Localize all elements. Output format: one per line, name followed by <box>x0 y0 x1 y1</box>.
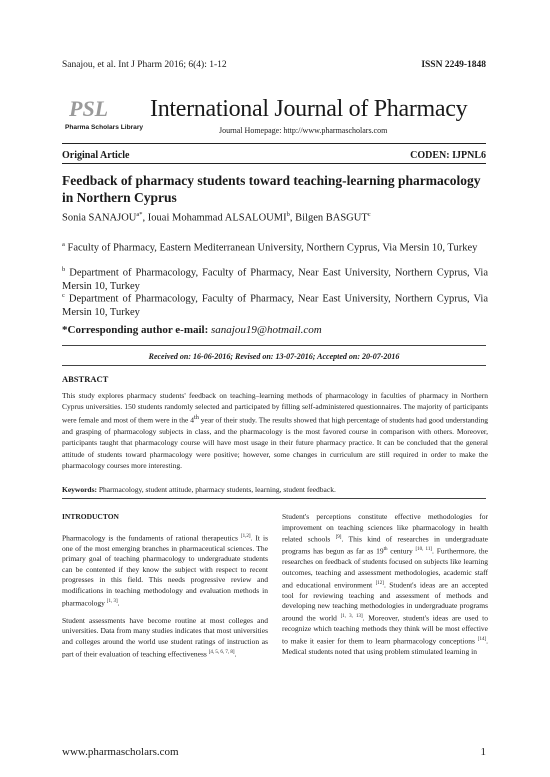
citation: Sanajou, et al. Int J Pharm 2016; 6(4): 1-12 <box>62 60 227 70</box>
affiliation-a <box>62 238 488 255</box>
divider <box>62 143 486 144</box>
svg-text:Pharma Scholars Library: Pharma Scholars Library <box>65 124 144 131</box>
body-paragraph: Student assessments have become routine at most colleges and universities. Data from many studies indicates that most universities and colleges around the world use student ratings of instruction as part of their evaluation of teaching effectiveness [4, 5, 6, 7, 8]. <box>62 615 268 659</box>
keywords-label: Keywords: <box>62 485 97 494</box>
publisher-logo <box>63 94 144 134</box>
divider <box>62 345 486 346</box>
divider <box>62 163 486 164</box>
affiliation-key: b <box>62 266 66 273</box>
journal-homepage: Journal Homepage: http://www.pharmascholars.com <box>219 126 388 135</box>
citation-ref: [10, 11] <box>415 547 433 553</box>
citation-ref: [1, 3, 13] <box>340 613 363 619</box>
affiliation-key: a <box>62 241 65 248</box>
divider <box>62 365 486 366</box>
article-code: CODEN: IJPNL6 <box>410 150 486 161</box>
affiliation-text: Faculty of Pharmacy, Eastern Mediterranean University, Northern Cyprus, Via Mersin 10, Turkey <box>67 242 478 254</box>
page-number: 1 <box>480 746 486 758</box>
footer-website[interactable]: www.pharmascholars.com <box>62 746 179 758</box>
affiliation-key: c <box>62 292 65 299</box>
keywords-text: Pharmacology, student attitude, pharmacy students, learning, student feedback. <box>98 485 336 494</box>
abstract-text: This study explores pharmacy students' feedback on teaching–learning methods of pharmacology in faculties of pharmacy in Northern Cyprus universities. 150 students randomly selected and participated by filling self-administered questionnaires. The majority of participants were female and most of them were in the 4th year of their study. The results showed that high percentage of students had good understanding and grasping of pharmacology subjects in class, and the pharmacology is the most favored course in comparison with others. Moreover, participants taught that pharmacology course will have most usage in their future pharmacy practice. It can be concluded that the general attitude of students toward pharmacology were positive; however, some changes in curriculum are still required in order to make the pharmacology courses more interesting. <box>62 391 489 470</box>
author-name: Bilgen BASGUT <box>295 212 368 224</box>
citation-ref: [1, 3] <box>106 598 118 604</box>
affiliation-c <box>62 289 488 319</box>
citation-ref: [14] <box>477 636 487 642</box>
keywords <box>62 485 336 494</box>
author-affiliation-mark: c <box>367 211 371 218</box>
corresponding-email[interactable]: sanajou19@hotmail.com <box>211 324 322 336</box>
article-type: Original Article <box>62 150 130 161</box>
citation-ref: [1,2] <box>240 533 251 539</box>
running-header <box>62 60 486 70</box>
body-paragraph: Student's perceptions constitute effective methodologies for improvement on teaching sciences like pharmacology in health related schools [9]. This kind of researches in undergraduate programs has begun as far as 19th century [10, 11]. Furthermore, the researches on feedback of students focused on subjects like learning outcomes, teaching and assessment methodologies, academic staff and educational environment [12]. Student's ideas are an accepted tool for reviewing teaching and assessment of methods and developing new teaching methodologies in undergraduate programs around the world [1, 3, 13]. Moreover, student's ideas are used to recognize which teaching methods they think will be most effective to make it easier for them to learn pharmacology conceptions [14]. Medical students noted that using problem stimulated learning in <box>282 512 489 656</box>
author-name: Iouai Mohammad ALSALOUMI <box>147 212 287 224</box>
divider <box>62 498 486 499</box>
author-affiliation-mark: a* <box>136 211 143 218</box>
corresponding-label: *Corresponding author e-mail: <box>62 324 209 336</box>
citation-ref: [4, 5, 6, 7, 8] <box>208 649 235 655</box>
affiliation-text: Department of Pharmacology, Faculty of Pharmacy, Near East University, Northern Cyprus, Via Mersin 10, Turkey <box>62 267 489 292</box>
issn: ISSN 2249-1848 <box>421 60 486 70</box>
author-name: Sonia SANAJOU <box>62 212 137 224</box>
body-paragraph: Pharmacology is the fundaments of rational therapeutics [1,2]. It is one of the most emerging branches in pharmaceutical sciences. The primary goal of teaching pharmacology to undergraduate students can be contented if they know the subject with respect to recent progresses in this field. This needs progressive review and modifications in teaching methodology and evaluation methods in pharmacology [1, 3]. <box>62 533 268 608</box>
citation-ref: [12] <box>375 580 384 586</box>
svg-text:PSL: PSL <box>69 96 109 121</box>
article-dates: Received on: 16-06-2016; Revised on: 13-07-2016; Accepted on: 20-07-2016 <box>148 352 400 361</box>
author-list: Sonia $SANAJOU^{a*}$, Iouai Mohammad ALSALOUMI$^b$, Bilgen BASGUT$^c$ <box>62 211 371 224</box>
corresponding-author <box>62 324 322 336</box>
author-affiliation-mark: b <box>286 211 290 218</box>
section-heading: INTRODUCTON <box>62 512 119 521</box>
citation-ref: [9] <box>335 535 342 541</box>
abstract-heading: ABSTRACT <box>62 374 109 384</box>
body-column-left <box>62 512 268 667</box>
journal-title: International Journal of Pharmacy <box>150 96 468 122</box>
paper-title: Feedback of pharmacy students toward teaching-learning pharmacology in Northern Cyprus <box>62 173 481 205</box>
affiliation-text: Department of Pharmacology, Faculty of Pharmacy, Near East University, Northern Cyprus, Via Mersin 10, Turkey <box>62 293 489 318</box>
body-column-right <box>282 512 488 664</box>
